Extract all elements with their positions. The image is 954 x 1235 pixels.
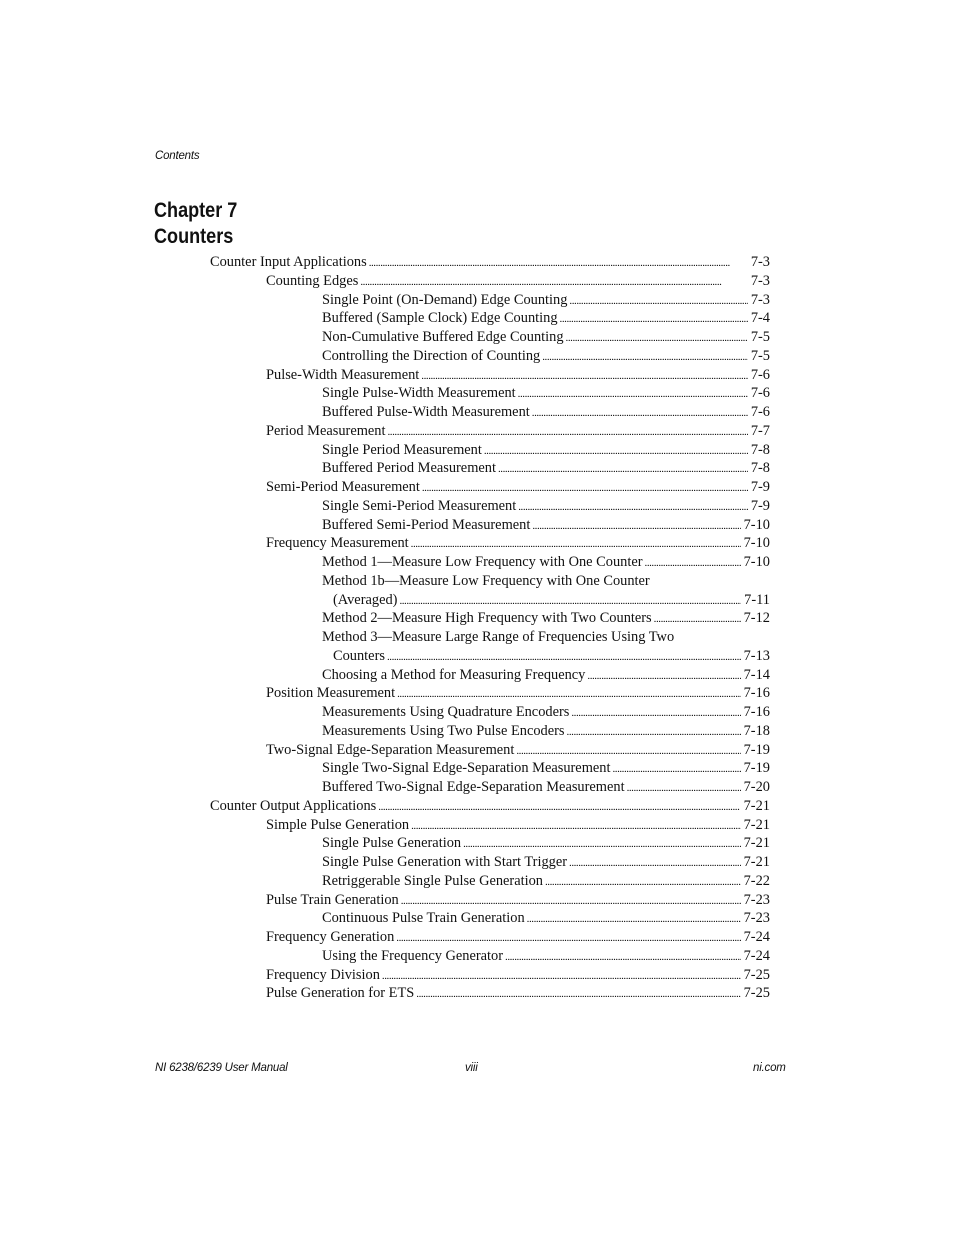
toc-entry[interactable] bbox=[322, 291, 770, 310]
dot-leader bbox=[569, 854, 741, 873]
dot-leader bbox=[518, 385, 748, 404]
dot-leader bbox=[532, 404, 748, 423]
toc-entry-title: Method 1—Measure Low Frequency with One Counter bbox=[322, 554, 643, 570]
dot-leader bbox=[422, 479, 748, 498]
toc-entry-page: 7-20 bbox=[743, 779, 770, 795]
toc-entry-page: 7-18 bbox=[743, 722, 770, 739]
toc-entry-page: 7-6 bbox=[750, 366, 770, 383]
toc-entry[interactable] bbox=[210, 253, 770, 272]
toc-entry[interactable] bbox=[210, 797, 770, 816]
dot-leader bbox=[612, 760, 740, 779]
toc-entry-page: 7-22 bbox=[743, 872, 770, 889]
dot-leader bbox=[396, 929, 740, 948]
toc-entry[interactable] bbox=[322, 947, 770, 966]
toc-entry-title: Single Pulse Generation with Start Trigger bbox=[322, 854, 568, 870]
chapter-label: Chapter 7 bbox=[154, 199, 238, 222]
toc-entry[interactable] bbox=[322, 778, 770, 797]
toc-entry-title: Period Measurement bbox=[266, 422, 386, 439]
toc-entry[interactable] bbox=[266, 478, 770, 497]
toc-entry[interactable] bbox=[266, 422, 770, 441]
dot-leader bbox=[654, 610, 741, 629]
dot-leader bbox=[369, 254, 748, 273]
dot-leader bbox=[645, 554, 741, 573]
toc-entry[interactable] bbox=[266, 741, 770, 760]
toc-entry-page: 7-3 bbox=[750, 291, 770, 308]
toc-entry[interactable] bbox=[266, 928, 770, 947]
chapter-title: Counters bbox=[154, 225, 234, 248]
dot-leader bbox=[360, 273, 747, 292]
toc-entry-title: Choosing a Method for Measuring Frequency bbox=[322, 666, 586, 683]
dot-leader bbox=[627, 779, 741, 798]
toc-entry[interactable] bbox=[266, 534, 770, 553]
toc-entry-page: 7-19 bbox=[743, 741, 770, 758]
toc-entry-title: Method 2—Measure High Frequency with Two Counters bbox=[322, 610, 652, 627]
dot-leader bbox=[484, 442, 748, 461]
toc-entry-title: Single Period Measurement bbox=[322, 441, 482, 458]
toc-entry-page: 7-10 bbox=[743, 554, 770, 570]
dot-leader bbox=[401, 892, 741, 911]
dot-leader bbox=[560, 310, 748, 329]
toc-entry[interactable] bbox=[322, 347, 770, 366]
chapter-heading bbox=[154, 198, 237, 250]
toc-entry-title: Counting Edges bbox=[266, 272, 359, 289]
dot-leader bbox=[397, 685, 741, 704]
toc-entry-page: 7-13 bbox=[743, 647, 770, 664]
toc-entry[interactable] bbox=[322, 459, 770, 478]
dot-leader bbox=[527, 910, 741, 929]
toc-entry-page: 7-8 bbox=[750, 460, 770, 477]
toc-entry[interactable] bbox=[322, 497, 770, 516]
footer-page-number: viii bbox=[465, 1062, 478, 1074]
toc-entry-title: Buffered Semi-Period Measurement bbox=[322, 516, 531, 533]
toc-entry-title: Simple Pulse Generation bbox=[266, 816, 410, 833]
dot-leader bbox=[388, 423, 748, 442]
toc-entry-title: Position Measurement bbox=[266, 685, 396, 702]
toc-entry[interactable] bbox=[322, 403, 770, 422]
toc-entry[interactable] bbox=[266, 966, 770, 985]
toc-entry-title: Two-Signal Edge-Separation Measurement bbox=[266, 741, 515, 758]
toc-entry-page: 7-23 bbox=[743, 910, 770, 927]
toc-entry-page: 7-16 bbox=[743, 704, 770, 720]
dot-leader bbox=[416, 985, 740, 1004]
toc-entry-title: Controlling the Direction of Counting bbox=[322, 347, 541, 364]
toc-entry[interactable] bbox=[333, 647, 770, 666]
toc-entry-page: 7-3 bbox=[750, 254, 770, 270]
toc-entry-title: Non-Cumulative Buffered Edge Counting bbox=[322, 329, 564, 345]
toc-entry-title: Frequency Division bbox=[266, 966, 380, 983]
dot-leader bbox=[411, 535, 741, 554]
toc-entry-title: Pulse Train Generation bbox=[266, 891, 399, 908]
toc-entry-title: Single Two-Signal Edge-Separation Measurement bbox=[322, 760, 611, 777]
toc-entry[interactable] bbox=[266, 984, 770, 1003]
toc-entry[interactable] bbox=[322, 703, 770, 722]
toc-entry-page: 7-6 bbox=[750, 385, 770, 402]
toc-entry[interactable] bbox=[266, 684, 770, 703]
toc-entry-page: 7-12 bbox=[743, 610, 770, 627]
toc-entry-page: 7-11 bbox=[744, 591, 770, 608]
toc-entry-page: 7-21 bbox=[743, 816, 770, 833]
toc-entry-page: 7-24 bbox=[743, 947, 770, 964]
toc-entry-title: Semi-Period Measurement bbox=[266, 479, 420, 495]
toc-entry-page: 7-10 bbox=[743, 516, 770, 533]
toc-entry-page: 7-25 bbox=[743, 985, 770, 1002]
dot-leader bbox=[378, 798, 740, 817]
toc-entry-title: Counter Input Applications bbox=[210, 254, 367, 270]
dot-leader bbox=[567, 723, 741, 742]
toc-entry-title: Using the Frequency Generator bbox=[322, 947, 504, 964]
toc-entry-title[interactable]: Method 3—Measure Large Range of Frequencies Using Two bbox=[322, 629, 675, 645]
toc-entry[interactable] bbox=[266, 816, 770, 835]
toc-entry-page: 7-9 bbox=[750, 497, 770, 514]
toc-entry[interactable] bbox=[322, 553, 770, 572]
toc-entry[interactable] bbox=[266, 366, 770, 385]
toc-entry-title: Measurements Using Two Pulse Encoders bbox=[322, 722, 565, 739]
toc-entry[interactable] bbox=[322, 309, 770, 328]
dot-leader bbox=[463, 835, 741, 854]
dot-leader bbox=[518, 498, 748, 517]
toc-entry-page: 7-21 bbox=[743, 835, 770, 852]
toc-entry-page: 7-4 bbox=[750, 310, 770, 327]
toc-entry[interactable] bbox=[266, 272, 770, 291]
toc-entry-title: Pulse Generation for ETS bbox=[266, 985, 415, 1002]
toc-entry[interactable] bbox=[322, 722, 770, 741]
dot-leader bbox=[532, 517, 740, 536]
toc-entry-title: Single Semi-Period Measurement bbox=[322, 497, 517, 514]
toc-entry-title: Retriggerable Single Pulse Generation bbox=[322, 872, 543, 889]
toc-entry-title: Frequency Measurement bbox=[266, 535, 409, 552]
toc-entry-page: 7-9 bbox=[750, 479, 770, 495]
toc-entry[interactable] bbox=[322, 834, 770, 853]
dot-leader bbox=[516, 742, 740, 761]
toc-entry-page: 7-23 bbox=[743, 891, 770, 908]
toc-entry-page: 7-10 bbox=[743, 535, 770, 552]
toc-entry-title: (Averaged) bbox=[333, 591, 398, 608]
toc-entry-title[interactable]: Method 1b—Measure Low Frequency with One Counter bbox=[322, 572, 650, 589]
toc-entry-page: 7-14 bbox=[743, 666, 770, 683]
dot-leader bbox=[387, 648, 741, 667]
toc-entry-title: Buffered Pulse-Width Measurement bbox=[322, 404, 530, 420]
toc-entry[interactable] bbox=[322, 666, 770, 685]
toc-entry[interactable] bbox=[322, 328, 770, 347]
toc-entry-page: 7-8 bbox=[750, 441, 770, 458]
dot-leader bbox=[505, 948, 741, 967]
toc-entry-page: 7-25 bbox=[743, 966, 770, 983]
toc-entry-title: Pulse-Width Measurement bbox=[266, 366, 420, 383]
toc-entry[interactable] bbox=[322, 909, 770, 928]
toc-entry-title: Counter Output Applications bbox=[210, 797, 377, 814]
dot-leader bbox=[569, 292, 747, 311]
footer-website: ni.com bbox=[753, 1062, 786, 1074]
toc-entry-page: 7-3 bbox=[750, 272, 770, 289]
running-head: Contents bbox=[155, 150, 200, 162]
toc-entry[interactable] bbox=[322, 516, 770, 535]
toc-entry-title: Counters bbox=[333, 647, 385, 664]
toc-entry[interactable] bbox=[333, 591, 770, 610]
footer-manual-title: NI 6238/6239 User Manual bbox=[155, 1062, 288, 1074]
toc-entry[interactable] bbox=[322, 384, 770, 403]
dot-leader bbox=[498, 460, 748, 479]
dot-leader bbox=[542, 348, 748, 367]
toc-entry-title: Measurements Using Quadrature Encoders bbox=[322, 704, 570, 720]
toc-entry-title: Single Pulse-Width Measurement bbox=[322, 385, 516, 402]
toc-entry-title: Continuous Pulse Train Generation bbox=[322, 910, 525, 927]
toc-entry[interactable] bbox=[322, 759, 770, 778]
toc-entry[interactable] bbox=[322, 872, 770, 891]
toc-entry[interactable] bbox=[266, 891, 770, 910]
toc-entry-page: 7-5 bbox=[750, 329, 770, 345]
dot-leader bbox=[399, 592, 741, 611]
dot-leader bbox=[545, 873, 741, 892]
dot-leader bbox=[566, 329, 748, 348]
dot-leader bbox=[411, 817, 741, 836]
toc-entry-page: 7-24 bbox=[743, 929, 770, 945]
toc-entry-title: Single Point (On-Demand) Edge Counting bbox=[322, 291, 568, 308]
dot-leader bbox=[571, 704, 740, 723]
toc-entry[interactable] bbox=[322, 853, 770, 872]
toc-entry-page: 7-16 bbox=[743, 685, 770, 702]
dot-leader bbox=[587, 667, 740, 686]
toc-entry-title: Frequency Generation bbox=[266, 929, 395, 945]
toc-entry-title: Buffered Two-Signal Edge-Separation Measurement bbox=[322, 779, 625, 795]
toc-entry-page: 7-19 bbox=[743, 760, 770, 777]
toc-entry-title: Single Pulse Generation bbox=[322, 835, 462, 852]
dot-leader bbox=[421, 367, 748, 386]
toc-entry-title: Buffered Period Measurement bbox=[322, 460, 496, 477]
toc-entry-page: 7-5 bbox=[750, 347, 770, 364]
toc-entry-page: 7-7 bbox=[750, 422, 770, 439]
toc-entry-title: Buffered (Sample Clock) Edge Counting bbox=[322, 310, 558, 327]
toc-entry-page: 7-21 bbox=[743, 797, 770, 814]
toc-entry-page: 7-21 bbox=[743, 854, 770, 870]
toc-entry-page: 7-6 bbox=[750, 404, 770, 420]
toc-entry[interactable] bbox=[322, 441, 770, 460]
toc-entry[interactable] bbox=[322, 609, 770, 628]
dot-leader bbox=[382, 967, 741, 986]
